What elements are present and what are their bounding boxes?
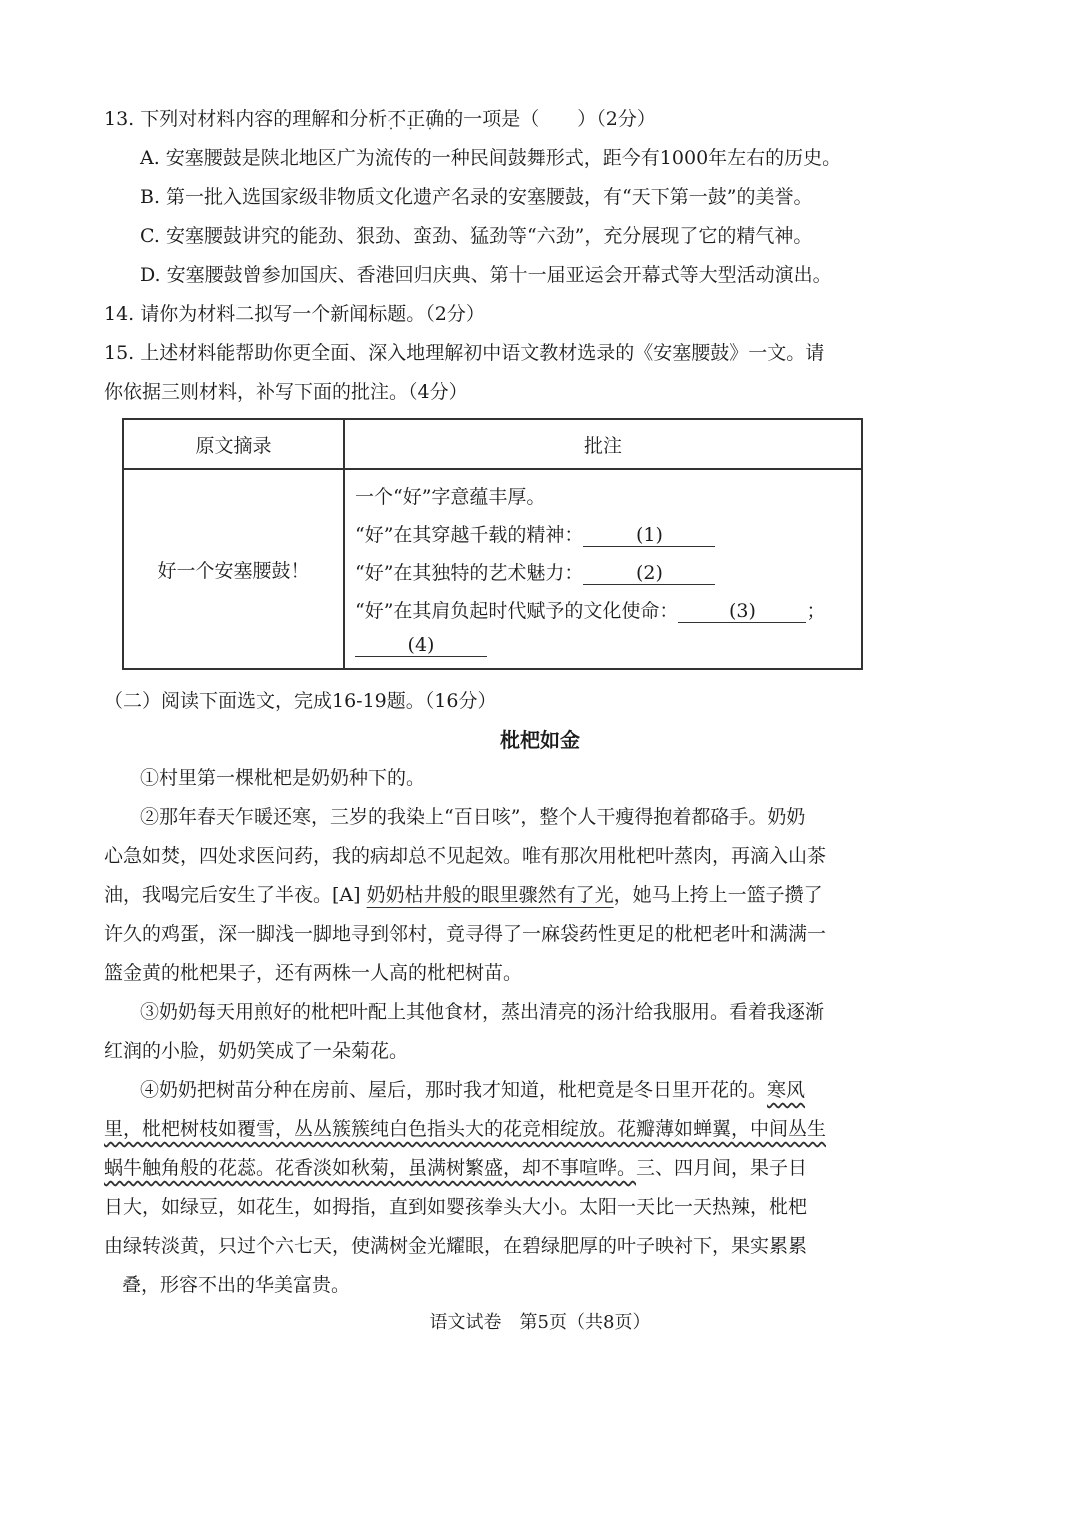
- paragraph-4-line-3: [104, 1153, 807, 1180]
- table-header-notes: 批注: [344, 419, 862, 469]
- underlined-sentence-a: 奶奶枯井般的眼里骤然有了光: [366, 884, 614, 906]
- quote-text: 好一个安塞腰鼓！: [157, 559, 310, 582]
- note-text: “好”在其肩负起时代赋予的文化使命：: [355, 600, 679, 622]
- note-line-4: [355, 634, 487, 657]
- quote-cell: [123, 469, 344, 669]
- text-segment: ④奶奶把树苗分种在房前、屋后，那时我才知道，枇杷竟是冬日里开花的。: [140, 1079, 768, 1101]
- semicolon: ；: [806, 600, 826, 622]
- answer-blank-3[interactable]: (3): [678, 600, 806, 623]
- note-line-2: [355, 558, 715, 585]
- notes-cell: [344, 469, 862, 669]
- note-line-3: [355, 596, 825, 623]
- paragraph-4-line-1: [140, 1075, 805, 1102]
- paragraph-2-line-1: ②那年春天乍暖还寒，三岁的我染上“百日咳”，整个人干瘦得抱着都硌手。奶奶: [140, 806, 806, 828]
- question-14: 14. 请你为材料二拟写一个新闻标题。（2分）: [104, 303, 485, 325]
- paragraph-2-line-3: [104, 880, 823, 907]
- question-15-line1: 15. 上述材料能帮助你更全面、深入地理解初中语文教材选录的《安塞腰鼓》一文。请: [104, 342, 825, 364]
- paragraph-4-line-5: 由绿转淡黄，只过个六七天，使满树金光耀眼，在碧绿肥厚的叶子映衬下，果实累累: [104, 1235, 808, 1257]
- section-2-instruction: （二）阅读下面选文，完成16-19题。（16分）: [104, 690, 497, 712]
- paragraph-1: ①村里第一棵枇杷是奶奶种下的。: [140, 767, 426, 789]
- option-a: A. 安塞腰鼓是陕北地区广为流传的一种民间鼓舞形式，距今有1000年左右的历史。: [140, 147, 842, 169]
- wavy-underlined-text: 寒风: [767, 1079, 806, 1101]
- table-header-quote: 原文摘录: [123, 419, 344, 469]
- essay-title: 枇杷如金: [500, 728, 580, 752]
- option-c: C. 安塞腰鼓讲究的能劲、狠劲、蛮劲、猛劲等“六劲”，充分展现了它的精气神。: [140, 225, 813, 247]
- note-line-0: 一个“好”字意蕴丰厚。: [355, 486, 546, 508]
- table-header-row: [123, 419, 862, 469]
- answer-blank-1[interactable]: (1): [583, 524, 715, 547]
- stem-text-end: 的一项是（ ）（2分）: [444, 108, 656, 130]
- paragraph-3-line-2: 红润的小脸，奶奶笑成了一朵菊花。: [104, 1040, 409, 1062]
- paragraph-3-line-1: ③奶奶每天用煎好的枇杷叶配上其他食材，蒸出清亮的汤汁给我服用。看着我逐渐: [140, 1001, 825, 1023]
- text-segment: 三、四月间，果子日: [636, 1157, 808, 1179]
- paragraph-2-line-5: 篮金黄的枇杷果子，还有两株一人高的枇杷树苗。: [104, 962, 523, 984]
- paragraph-2-line-4: 许久的鸡蛋，深一脚浅一脚地寻到邻村，竟寻得了一麻袋药性更足的枇杷老叶和满满一: [104, 923, 827, 945]
- annotation-table: [122, 418, 863, 670]
- question-13-stem: [104, 104, 656, 131]
- paragraph-4-line-4: 日大，如绿豆，如花生，如拇指，直到如婴孩拳头大小。太阳一天比一天热辣，枇杷: [104, 1196, 808, 1218]
- text-segment: 油，我喝完后安生了半夜。[A]: [104, 884, 367, 906]
- paragraph-4-line-6: 叠，形容不出的华美富贵。: [122, 1274, 351, 1296]
- page-footer: 语文试卷 第5页（共8页）: [429, 1312, 651, 1333]
- answer-blank-2[interactable]: (2): [583, 562, 715, 585]
- wavy-underlined-text: 蜗牛触角般的花蕊。花香淡如秋菊，虽满树繁盛，却不事喧哗。: [104, 1157, 637, 1179]
- stem-text: 13. 下列对材料内容的理解和分析: [104, 108, 388, 130]
- note-text: “好”在其穿越千载的精神：: [355, 524, 584, 546]
- note-text: “好”在其独特的艺术魅力：: [355, 562, 584, 584]
- text-segment: ，她马上挎上一篮子攒了: [613, 884, 823, 906]
- paragraph-2-line-2: 心急如焚，四处求医问药，我的病却总不见起效。唯有那次用枇杷叶蒸肉，再滴入山茶: [104, 845, 827, 867]
- answer-blank-4[interactable]: (4): [355, 634, 487, 657]
- table-row: [123, 469, 862, 669]
- option-b: B. 第一批入选国家级非物质文化遗产名录的安塞腰鼓，有“天下第一鼓”的美誉。: [140, 186, 813, 208]
- emphasis-text: 不正确 • • •: [387, 108, 444, 130]
- question-15-line2: 你依据三则材料，补写下面的批注。（4分）: [104, 381, 468, 403]
- option-d: D. 安塞腰鼓曾参加国庆、香港回归庆典、第十一届亚运会开幕式等大型活动演出。: [140, 264, 832, 286]
- note-line-1: [355, 520, 715, 547]
- paragraph-4-line-2: 里，枇杷树枝如覆雪，丛丛簇簇纯白色指头大的花竞相绽放。花瓣薄如蝉翼，中间丛生: [104, 1118, 827, 1140]
